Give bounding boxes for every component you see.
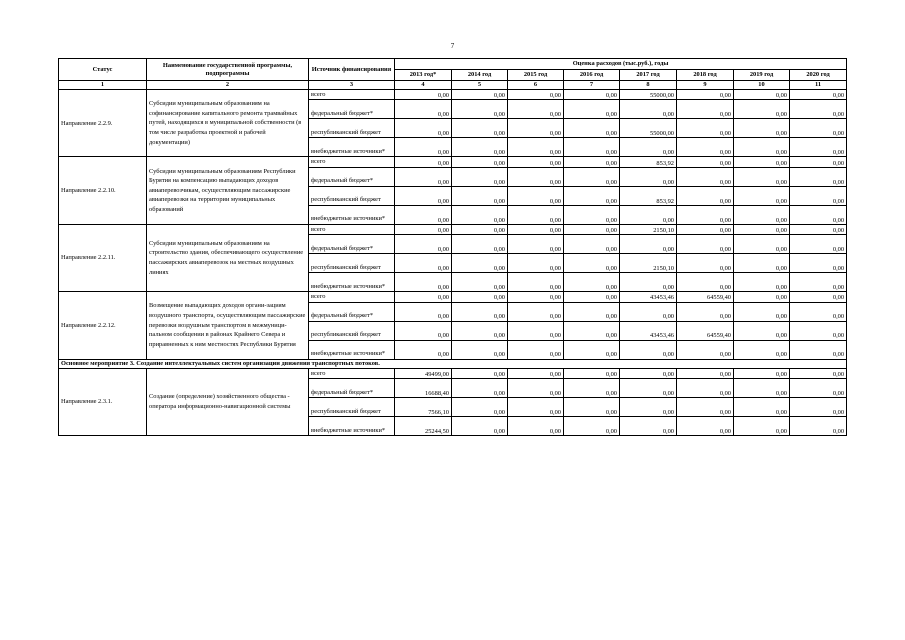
value-cell: 0,00 (395, 100, 452, 119)
value-cell: 0,00 (452, 205, 508, 224)
header-year: 2018 год (677, 70, 734, 81)
value-cell: 0,00 (452, 157, 508, 167)
value-cell: 0,00 (452, 186, 508, 205)
value-cell: 0,00 (734, 417, 790, 436)
row-status: Направление 2.2.12. (59, 292, 147, 359)
value-cell: 0,00 (620, 340, 677, 359)
value-cell: 0,00 (677, 273, 734, 292)
value-cell: 0,00 (395, 205, 452, 224)
column-number: 5 (452, 81, 508, 90)
value-cell: 0,00 (734, 340, 790, 359)
header-program: Наименование государственной программы, подпрограммы (147, 59, 309, 81)
value-cell: 0,00 (790, 292, 847, 302)
row-source: всего (309, 224, 395, 234)
row-source: федеральный бюджет* (309, 100, 395, 119)
value-cell: 0,00 (790, 157, 847, 167)
value-cell: 0,00 (508, 321, 564, 340)
value-cell: 0,00 (564, 321, 620, 340)
value-cell: 49499,00 (395, 368, 452, 378)
value-cell: 0,00 (395, 138, 452, 157)
value-cell: 0,00 (677, 205, 734, 224)
value-cell: 0,00 (790, 119, 847, 138)
column-number: 6 (508, 81, 564, 90)
header-year: 2020 год (790, 70, 847, 81)
value-cell: 0,00 (620, 167, 677, 186)
row-status: Направление 2.2.9. (59, 90, 147, 157)
column-number: 2 (147, 81, 309, 90)
value-cell: 0,00 (508, 157, 564, 167)
header-year: 2013 год* (395, 70, 452, 81)
row-source: внебюджетные источники* (309, 273, 395, 292)
value-cell: 0,00 (395, 340, 452, 359)
row-source: республиканский бюджет (309, 254, 395, 273)
value-cell: 0,00 (564, 157, 620, 167)
row-source: внебюджетные источники* (309, 417, 395, 436)
value-cell: 7566,10 (395, 398, 452, 417)
value-cell: 0,00 (790, 254, 847, 273)
value-cell: 0,00 (564, 302, 620, 321)
page-number: 7 (450, 42, 455, 50)
table-row (59, 157, 847, 167)
value-cell: 0,00 (790, 100, 847, 119)
value-cell: 0,00 (452, 235, 508, 254)
value-cell: 0,00 (620, 235, 677, 254)
value-cell: 0,00 (734, 321, 790, 340)
value-cell: 0,00 (564, 138, 620, 157)
table-row (59, 292, 847, 302)
value-cell: 16688,40 (395, 379, 452, 398)
column-number: 1 (59, 81, 147, 90)
value-cell: 0,00 (790, 167, 847, 186)
value-cell: 0,00 (395, 224, 452, 234)
value-cell: 0,00 (620, 100, 677, 119)
header-year: 2014 год (452, 70, 508, 81)
value-cell: 0,00 (452, 119, 508, 138)
value-cell: 0,00 (508, 100, 564, 119)
row-source: внебюджетные источники* (309, 340, 395, 359)
value-cell: 0,00 (790, 368, 847, 378)
value-cell: 0,00 (790, 205, 847, 224)
value-cell: 0,00 (508, 167, 564, 186)
value-cell: 0,00 (734, 224, 790, 234)
value-cell: 0,00 (452, 340, 508, 359)
column-number: 9 (677, 81, 734, 90)
column-number: 8 (620, 81, 677, 90)
value-cell: 0,00 (620, 379, 677, 398)
table-row (59, 368, 847, 378)
value-cell: 0,00 (734, 119, 790, 138)
column-number: 3 (309, 81, 395, 90)
header-source: Источник финансирования (309, 59, 395, 81)
value-cell: 0,00 (677, 254, 734, 273)
value-cell: 0,00 (508, 254, 564, 273)
value-cell: 0,00 (677, 379, 734, 398)
value-cell: 0,00 (395, 302, 452, 321)
column-number: 7 (564, 81, 620, 90)
value-cell: 0,00 (564, 205, 620, 224)
value-cell: 0,00 (508, 368, 564, 378)
value-cell: 0,00 (508, 273, 564, 292)
value-cell: 0,00 (790, 90, 847, 100)
row-source: всего (309, 157, 395, 167)
value-cell: 0,00 (564, 119, 620, 138)
value-cell: 0,00 (734, 90, 790, 100)
value-cell: 0,00 (677, 340, 734, 359)
value-cell: 0,00 (452, 321, 508, 340)
value-cell: 0,00 (452, 224, 508, 234)
row-source: всего (309, 90, 395, 100)
value-cell: 0,00 (564, 273, 620, 292)
value-cell: 0,00 (564, 340, 620, 359)
value-cell: 0,00 (790, 398, 847, 417)
budget-table (58, 58, 847, 436)
table-row (59, 90, 847, 100)
value-cell: 0,00 (452, 100, 508, 119)
value-cell: 0,00 (564, 100, 620, 119)
value-cell: 25244,50 (395, 417, 452, 436)
value-cell: 0,00 (790, 340, 847, 359)
value-cell: 0,00 (677, 235, 734, 254)
value-cell: 0,00 (564, 417, 620, 436)
value-cell: 0,00 (677, 90, 734, 100)
value-cell: 55000,00 (620, 119, 677, 138)
value-cell: 0,00 (677, 417, 734, 436)
value-cell: 0,00 (508, 379, 564, 398)
value-cell: 0,00 (734, 368, 790, 378)
row-program-name: Создание (определение) хозяйственного общества - оператора информационно-навигационной системы (147, 368, 309, 435)
value-cell: 0,00 (564, 167, 620, 186)
value-cell: 0,00 (395, 186, 452, 205)
value-cell: 0,00 (677, 157, 734, 167)
value-cell: 0,00 (734, 235, 790, 254)
value-cell: 0,00 (790, 273, 847, 292)
value-cell: 0,00 (508, 205, 564, 224)
header-year: 2016 год (564, 70, 620, 81)
value-cell: 43453,46 (620, 321, 677, 340)
value-cell: 853,92 (620, 186, 677, 205)
value-cell: 0,00 (620, 138, 677, 157)
value-cell: 0,00 (395, 292, 452, 302)
value-cell: 0,00 (564, 398, 620, 417)
row-program-name: Субсидии муниципальным образованиям на софинансирование капитального ремонта трамвайных путей, находящихся в муниципальной собственности (в том числе разработка проектной и рабочей документации) (147, 90, 309, 157)
row-source: федеральный бюджет* (309, 379, 395, 398)
value-cell: 0,00 (677, 167, 734, 186)
row-source: федеральный бюджет* (309, 167, 395, 186)
value-cell: 0,00 (734, 379, 790, 398)
value-cell: 0,00 (508, 119, 564, 138)
value-cell: 0,00 (790, 302, 847, 321)
value-cell: 0,00 (734, 273, 790, 292)
row-program-name: Субсидии муниципальным образованиям на строительство здания, обеспечивающего осуществление пассажирских авиаперевозок на местных воздушных линиях (147, 224, 309, 291)
value-cell: 0,00 (620, 417, 677, 436)
value-cell: 0,00 (734, 167, 790, 186)
row-status: Направление 2.2.11. (59, 224, 147, 291)
value-cell: 0,00 (508, 417, 564, 436)
value-cell: 0,00 (452, 302, 508, 321)
value-cell: 2150,10 (620, 224, 677, 234)
value-cell: 0,00 (564, 254, 620, 273)
value-cell: 0,00 (790, 417, 847, 436)
activity-row (59, 359, 847, 368)
value-cell: 0,00 (564, 368, 620, 378)
value-cell: 0,00 (508, 302, 564, 321)
value-cell: 0,00 (620, 302, 677, 321)
row-source: внебюджетные источники* (309, 138, 395, 157)
value-cell: 0,00 (395, 119, 452, 138)
header-year: 2019 год (734, 70, 790, 81)
value-cell: 0,00 (564, 224, 620, 234)
value-cell: 0,00 (677, 138, 734, 157)
value-cell: 0,00 (677, 186, 734, 205)
value-cell: 0,00 (734, 100, 790, 119)
row-program-name: Возмещение выпадающих доходов органи-зациям воздушного транспорта, осуществляющим пассажирские перевозки воздушным транспортом в межмуници-пальном сообщении в районах Крайнего Севера и приравненных к ним местностях Республики Бурятия (147, 292, 309, 359)
row-source: республиканский бюджет (309, 321, 395, 340)
value-cell: 0,00 (677, 398, 734, 417)
value-cell: 0,00 (734, 398, 790, 417)
row-source: внебюджетные источники* (309, 205, 395, 224)
value-cell: 0,00 (734, 205, 790, 224)
value-cell: 0,00 (508, 398, 564, 417)
value-cell: 0,00 (452, 254, 508, 273)
value-cell: 0,00 (452, 90, 508, 100)
value-cell: 0,00 (734, 302, 790, 321)
value-cell: 0,00 (790, 235, 847, 254)
value-cell: 0,00 (734, 292, 790, 302)
row-source: всего (309, 292, 395, 302)
value-cell: 0,00 (452, 292, 508, 302)
value-cell: 0,00 (677, 119, 734, 138)
value-cell: 0,00 (452, 138, 508, 157)
value-cell: 0,00 (790, 379, 847, 398)
value-cell: 0,00 (564, 379, 620, 398)
row-source: республиканский бюджет (309, 119, 395, 138)
value-cell: 0,00 (790, 138, 847, 157)
value-cell: 0,00 (734, 157, 790, 167)
value-cell: 0,00 (564, 235, 620, 254)
value-cell: 0,00 (452, 273, 508, 292)
value-cell: 0,00 (452, 167, 508, 186)
value-cell: 43453,46 (620, 292, 677, 302)
value-cell: 0,00 (734, 254, 790, 273)
value-cell: 0,00 (508, 340, 564, 359)
value-cell: 0,00 (790, 224, 847, 234)
value-cell: 0,00 (395, 273, 452, 292)
value-cell: 0,00 (677, 368, 734, 378)
value-cell: 0,00 (508, 235, 564, 254)
row-source: республиканский бюджет (309, 398, 395, 417)
value-cell: 0,00 (734, 138, 790, 157)
row-program-name: Субсидии муниципальным образованиям Республики Бурятия на компенсацию выпадающих доходов авиаперевозчикам, осуществляющим пассажирские авиаперевозки на территории муниципальных образований (147, 157, 309, 224)
header-year: 2017 год (620, 70, 677, 81)
value-cell: 0,00 (452, 379, 508, 398)
row-source: федеральный бюджет* (309, 302, 395, 321)
value-cell: 0,00 (677, 224, 734, 234)
value-cell: 0,00 (395, 235, 452, 254)
row-source: федеральный бюджет* (309, 235, 395, 254)
value-cell: 853,92 (620, 157, 677, 167)
value-cell: 0,00 (790, 186, 847, 205)
value-cell: 64559,40 (677, 292, 734, 302)
value-cell: 0,00 (734, 186, 790, 205)
value-cell: 0,00 (395, 157, 452, 167)
row-status: Направление 2.3.1. (59, 368, 147, 435)
value-cell: 0,00 (508, 224, 564, 234)
value-cell: 0,00 (677, 302, 734, 321)
row-source: всего (309, 368, 395, 378)
column-number: 4 (395, 81, 452, 90)
activity-title: Основное мероприятие 3. Создание интеллектуальных систем организации движения транспортных потоков. (59, 359, 847, 368)
value-cell: 0,00 (508, 292, 564, 302)
value-cell: 0,00 (677, 100, 734, 119)
value-cell: 0,00 (452, 368, 508, 378)
value-cell: 0,00 (620, 205, 677, 224)
value-cell: 0,00 (508, 138, 564, 157)
row-source: республиканский бюджет (309, 186, 395, 205)
table-row (59, 224, 847, 234)
value-cell: 64559,40 (677, 321, 734, 340)
value-cell: 0,00 (395, 254, 452, 273)
value-cell: 2150,10 (620, 254, 677, 273)
header-status: Статус (59, 59, 147, 81)
value-cell: 0,00 (395, 90, 452, 100)
value-cell: 0,00 (508, 90, 564, 100)
value-cell: 55000,00 (620, 90, 677, 100)
value-cell: 0,00 (620, 368, 677, 378)
value-cell: 0,00 (564, 186, 620, 205)
column-number: 11 (790, 81, 847, 90)
header-year: 2015 год (508, 70, 564, 81)
value-cell: 0,00 (395, 321, 452, 340)
value-cell: 0,00 (620, 273, 677, 292)
value-cell: 0,00 (564, 90, 620, 100)
value-cell: 0,00 (452, 398, 508, 417)
row-status: Направление 2.2.10. (59, 157, 147, 224)
column-number: 10 (734, 81, 790, 90)
value-cell: 0,00 (620, 398, 677, 417)
value-cell: 0,00 (508, 186, 564, 205)
value-cell: 0,00 (395, 167, 452, 186)
header-estimate: Оценка расходов (тыс.руб.), годы (395, 59, 847, 70)
value-cell: 0,00 (790, 321, 847, 340)
value-cell: 0,00 (452, 417, 508, 436)
value-cell: 0,00 (564, 292, 620, 302)
